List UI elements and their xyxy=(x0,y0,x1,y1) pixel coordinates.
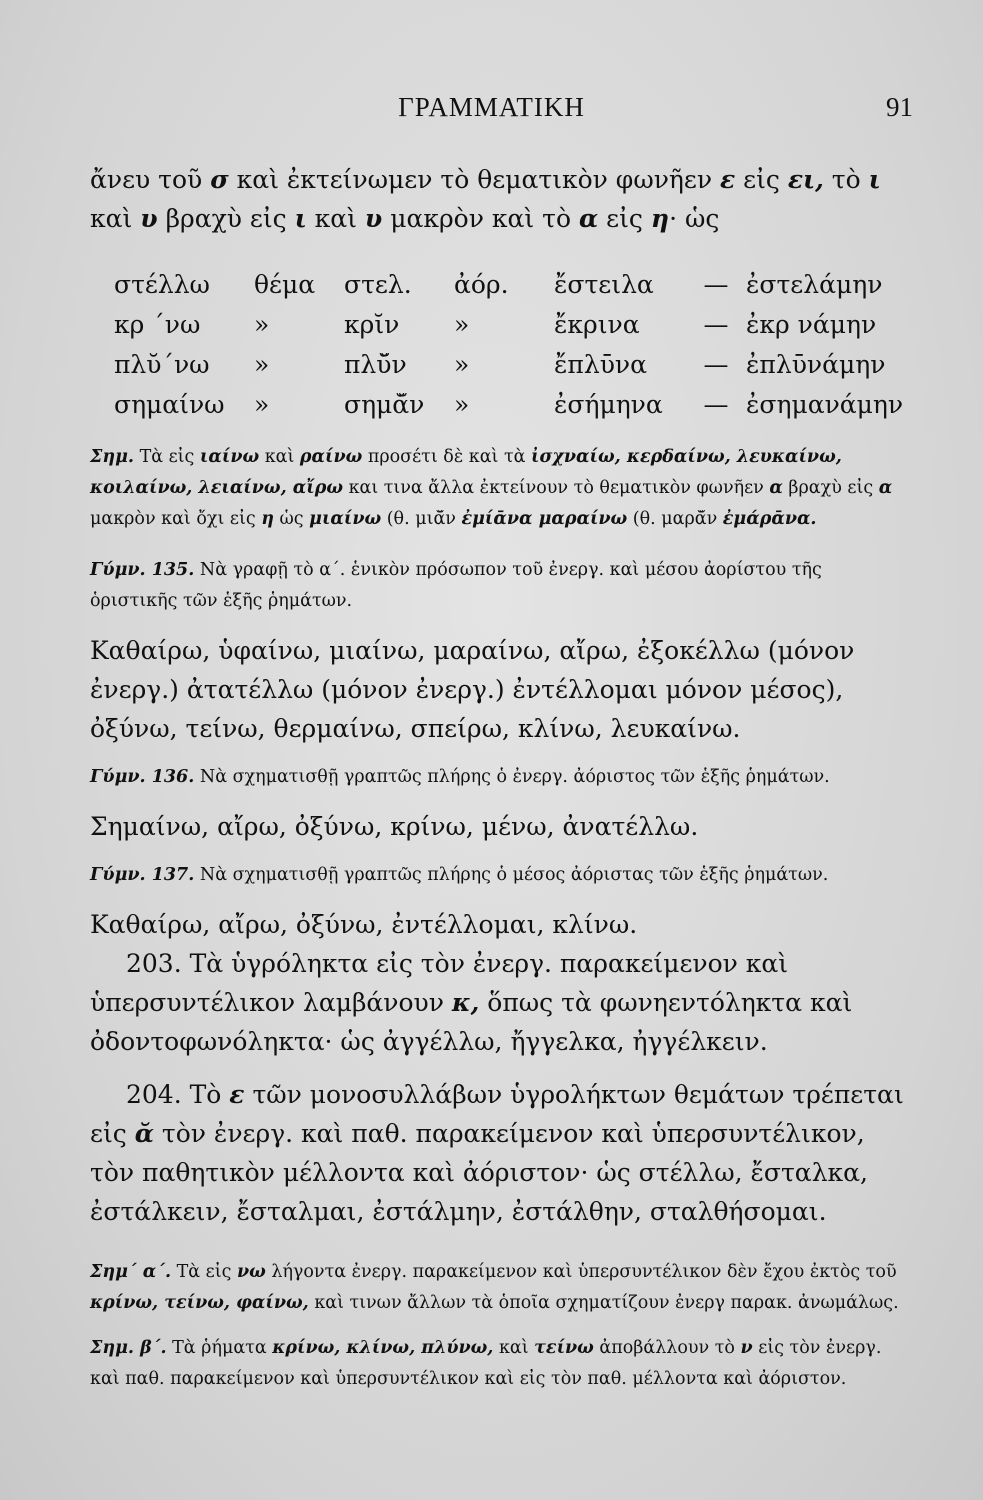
verb-cell: στέλλω xyxy=(114,269,210,299)
theme-cell: στελ. xyxy=(344,269,412,299)
theme-cell: πλῠ̆ν xyxy=(344,349,407,379)
page-body xyxy=(90,160,910,1395)
middle-cell: ἐστελάμην xyxy=(746,269,883,299)
exercise-136-words: Σημαίνω, αἴρω, ὀξύνω, κρίνω, μένω, ἀνατέλλω. xyxy=(90,812,699,841)
intro-paragraph: ἄνευ τοῦ σ καὶ ἐκτείνωμεν τὸ θεματικὸν φωνῆεν ε εἰς ει, τὸ ι καὶ υ βραχὺ εἰς ι καὶ υ μακρὸν καὶ τὸ α εἰς η· ὡς xyxy=(90,165,881,233)
dash-cell: — xyxy=(703,349,729,379)
page-number: 91 xyxy=(886,92,913,122)
verb-cell: σημαίνω xyxy=(114,389,225,419)
table-row xyxy=(114,264,903,304)
section-203: 203. Τὰ ὑγρόληκτα εἰς τὸν ἐνεργ. παρακείμενον καὶ ὑπερσυντέλικον λαμβάνουν κ, ὅπως τὰ φωνηεντόληκτα καὶ ὀδοντοφωνόληκτα· ὡς ἀγγέλλω, ἤγγελκα, ἠγγέλκειν. xyxy=(90,949,853,1056)
exercise-137-words: Καθαίρω, αἴρω, ὀξύνω, ἐντέλλομαι, κλίνω. xyxy=(90,910,638,939)
verb-cell: πλῠ΄νω xyxy=(114,349,210,379)
dash-cell: — xyxy=(703,389,729,419)
tense-cell: » xyxy=(454,349,470,379)
exercise-135-words: Καθαίρω, ὑφαίνω, μιαίνω, μαραίνω, αἴρω, ἐξοκέλλω (μόνον ἐνεργ.) ἀτατέλλω (μόνον ἐνεργ.) ἐντέλλομαι μόνον μέσος), ὀξύνω, τείνω, θερμαίνω, σπείρω, κλίνω, λευκαίνω. xyxy=(90,636,855,743)
theme-label-cell: » xyxy=(254,349,270,379)
note-alpha: Σημ΄ α΄. Τὰ εἰς νω λήγοντα ἐνεργ. παρακείμενον καὶ ὑπερσυντέλικον δὲν ἔχου ἐκτὸς τοῦ κρίνω, τείνω, φαίνω, καὶ τινων ἄλλων τὰ ὁποῖα σχηματίζουν ἐνεργ παρακ. ἀνωμάλως. xyxy=(90,1262,899,1313)
dash-cell: — xyxy=(703,309,729,339)
active-cell: ἔστειλα xyxy=(554,269,654,299)
middle-cell: ἐπλῡνάμην xyxy=(746,349,886,379)
exercise-136-instruction: Γύμν. 136. Νὰ σχηματισθῇ γραπτῶς πλήρης ὁ ἐνεργ. ἀόριστος τῶν ἑξῆς ῥημάτων. xyxy=(90,767,830,787)
theme-label-cell: θέμα xyxy=(254,269,316,299)
active-cell: ἔπλῡνα xyxy=(554,349,647,379)
note-beta: Σημ. β΄. Τὰ ῥήματα κρίνω, κλίνω, πλύνω, καὶ τείνω ἀποβάλλουν τὸ ν εἰς τὸν ἐνεργ. καὶ παθ. παρακείμενον καὶ ὑπερσυντέλικον καὶ εἰς τὸν παθ. μέλλοντα καὶ ἀόριστον. xyxy=(90,1338,882,1389)
tense-cell: ἀόρ. xyxy=(454,269,509,299)
dash-cell: — xyxy=(703,269,729,299)
exercise-137-instruction: Γύμν. 137. Νὰ σχηματισθῇ γραπτῶς πλήρης ὁ μέσος ἀόριστας τῶν ἑξῆς ῥημάτων. xyxy=(90,865,829,885)
theme-cell: σημᾰ̆ν xyxy=(344,389,425,419)
table-row xyxy=(114,384,903,424)
theme-cell: κρῐν xyxy=(344,309,400,339)
table-row xyxy=(114,344,903,384)
section-204: 204. Τὸ ε τῶν μονοσυλλάβων ὑγρολήκτων θεμάτων τρέπεται εἰς ᾰ τὸν ἐνεργ. καὶ παθ. παρακείμενον καὶ ὑπερσυντέλικον, τὸν παθητικὸν μέλλοντα καὶ ἀόριστον· ὡς στέλλω, ἔσταλκα, ἐστάλκειν, ἔσταλμαι, ἐστάλμην, ἐστάλθην, σταλθήσομαι. xyxy=(90,1080,904,1226)
verb-cell: κρ ΄νω xyxy=(114,309,201,339)
middle-cell: ἐσημανάμην xyxy=(746,389,904,419)
page-header xyxy=(0,92,983,132)
exercise-135-instruction: Γύμν. 135. Νὰ γραφῇ τὸ α΄. ἑνικὸν πρόσωπον τοῦ ἐνεργ. καὶ μέσου ἀορίστου τῆς ὁριστικῆς τῶν ἑξῆς ῥημάτων. xyxy=(90,560,822,611)
theme-label-cell: » xyxy=(254,309,270,339)
middle-cell: ἐκρ νάμην xyxy=(746,309,877,339)
note-1: Σημ. Τὰ εἰς ιαίνω καὶ ραίνω προσέτι δὲ καὶ τὰ ἰσχναίω, κερδαίνω, λευκαίνω, κοιλαίνω, λειαίνω, αἴρω και τινα ἄλλα ἐκτείνουν τὸ θεματικὸν φωνῆεν α βραχὺ εἰς α μακρὸν καὶ ὄχι εἰς η ὡς μιαίνω (θ. μιᾰ̆ν ἐμίᾱνα μαραίνω (θ. μαρᾰ̆ν ἐμάρᾱνα. xyxy=(90,447,893,529)
tense-cell: » xyxy=(454,389,470,419)
verb-forms-table xyxy=(114,264,903,424)
running-title: ΓΡΑΜΜΑΤΙΚΗ xyxy=(398,92,585,122)
table-row xyxy=(114,304,903,344)
active-cell: ἐσήμηνα xyxy=(554,389,663,419)
tense-cell: » xyxy=(454,309,470,339)
active-cell: ἔκρινα xyxy=(554,309,640,339)
theme-label-cell: » xyxy=(254,389,270,419)
